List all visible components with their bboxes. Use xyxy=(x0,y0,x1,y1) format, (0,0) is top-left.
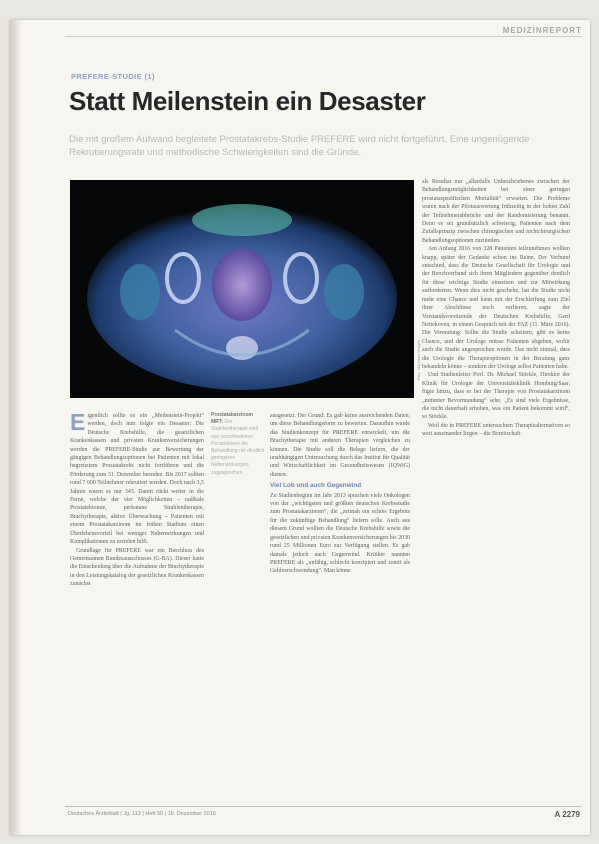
photo-credit: Foto: Mauritius images xyxy=(416,340,421,381)
article-kicker: PREFERE-STUDIE (1) xyxy=(71,72,155,81)
page-number: A 2279 xyxy=(554,810,580,819)
col3-paragraph-3: Und Studienleiter Prof. Dr. Michael Stöckle, Direktor der Klinik für Urologie der Universitätsklinik Homburg/Saar, fügte hinzu, dass er bei der Therapie von Prostatakarzinom „mitunter Bevormundung“ sehe. „Es sind viele Ergebnisse, die nicht dauerhaft erhoben, was ein Patient bekommt wird“, so Stöckle. xyxy=(422,372,570,421)
column-2 xyxy=(270,412,410,787)
caption-text: Der Strahlentherapie wird aus verschiedenen Perspektiven die Behandlung mit deutlich geringeren Nebenwirkungen zugesprochen. xyxy=(211,419,265,476)
page-shadow xyxy=(10,20,22,835)
column-1 xyxy=(70,412,204,787)
col3-paragraph-4: Weil die in PREFERE untersuchten Therapiealternativen so weit auseinander liegen – die Bereitschaft xyxy=(422,422,570,438)
col2-subhead: Viel Lob und auch Gegenwind xyxy=(270,482,362,490)
drop-cap: E xyxy=(70,412,86,435)
footer-citation: Deutsches Ärzteblatt | Jg. 113 | Heft 50 | 16. Dezember 2016 xyxy=(68,811,216,817)
col1-paragraph-2: Grundlage für PREFERE war ein Beschluss des Gemeinsamen Bundesausschusses (G-BA). Dieser hatte die Entscheidung über die Aufnahme der Brachytherapie in den Leistungskatalog der gesetzlichen Krankenkassen zunächst xyxy=(70,547,204,588)
article-lede: Die mit großem Aufwand begleitete Prostatakrebs-Studie PREFERE wird nicht fortgeführt. Eine ungenügende Rekrutierungsrate und methodische Schwierigkeiten sind die Gründe. xyxy=(69,134,530,158)
photo-caption xyxy=(211,412,265,477)
col3-paragraph-2: Am Anfang 2016 von 328 Patienten teilzunehmen wollten knapp, später der Gedanke schon ins Reine. Der Verbund entschied, dass die Deutsche Gesellschaft für Urologie und der Berufsverband sich ihren Mitgliedern gegenüber deutlich für diese wichtige Studie einsetzen und zur Mitwirkung aufforderten. Wenn dies nicht geschehe, hat die Studie nicht mehr eine Chance und kann mit der Erschleifung zum Ziel ihrer Abschlüsse noch verlieren, sagte der Vorstandsvorsitzende der Deutschen Krebshilfe, Gerd Nettekoven, in einem Gespräch mit der FAZ (11. März 2016). Die Vermutung: Sollte die Studie scheitern, gibt es keine Chance, und der Urologe müsse Patienten abgeben, wofür auch die Studie angesprochen wurde. Das nicht einmal, dass die Urologie die Therapieoptionen in der Beratung ganz behandeln könne – sondern der Urologe selbst Patienten habe. xyxy=(422,246,570,370)
footer-rule xyxy=(65,806,582,807)
top-rule xyxy=(65,36,582,37)
article-page xyxy=(10,20,590,835)
col3-paragraph-1: als Resultat nur „allenfalls Unbeschriebenes zwischen der Behandlungsmöglichkeiten bei einer geringen prostataspezifischen Mortalität“ erwarten. Die Probleme waren nach der Pilotauswertung frühzeitig in der hohen Zahl der Teilnehmerabbrüche und der Randomisierung benannt. Denn es sei grundsätzlich schwierig, Patienten nach dem Zufallsprinzip zwischen chirurgischen und nichtchirurgischen Behandlungsoptionen zuzuteilen. xyxy=(422,179,570,244)
col2-paragraph-2: Zu Studienbeginn im Jahr 2013 sprachen viele Onkologen von der „wichtigsten und größten deutschen Krebsstudie zum Prostatakarzinom“, die „zeitnah ein echtes Ergebnis für die zukünftige Behandlung“ liefern solle. Auch aus diesem Grund wollten die Deutsche Krebshilfe sowie die gesetzlichen und privaten Krankenversicherungen bis 2030 rund 25 Millionen Euro zur Verfügung stellen. Es gab damals jedoch auch Gegenwind. Kritiker nannten PREFERE als „unfähig, schlecht konzipiert und somit als Geldverschwendung“. Man könne xyxy=(270,492,410,575)
column-3 xyxy=(422,178,570,788)
col1-paragraph-1: igentlich sollte es ein „Meilenstein-Projekt“ werden, doch nun folgte ein Desaster: Die Deutsche Krebshilfe, die gesetzlichen Krankenkassen und privaten Krankenversicherungen werden die PREFERE-Studie zur Bewertung der gängigen Behandlungsoptionen bei Patienten mit lokal begrenztem Prostatakrebs nicht fortführen und die Förderung zum 31. Dezember beenden. Bis 2017 sollten rund 7 600 Teilnehmer rekrutiert werden. Doch nach 3,5 Jahren waren es nur 343. Damit rückt weiter in die Ferne, welche der vier Möglichkeiten – radikale Prostatektomie, perkutane Strahlentherapie, Brachytherapie, aktive Überwachung – Patienten mit einem Prostatakarzinom im frühen Stadium einen Überlebensvorteil bei weniger Nebenwirkungen und Komplikationen zu erzielen hilft. xyxy=(70,413,204,546)
col2-paragraph-1: ausgesetzt. Der Grund: Es gab keine ausreichenden Daten, um diese Behandlungsform zu bewerten. Daraufhin wurde das Studienkonzept für PREFERE entwickelt, um die Brachytherapie mit anderen Therapien vergleichen zu können. Die Studie soll die Belege liefern, die der unabhängigen Untersuchung durch das Institut für Qualität und Wirtschaftlichkeit im Gesundheitswesen (IQWiG) dienen. xyxy=(270,413,410,478)
caption-label: Prostatakarzinom MRT: xyxy=(211,412,253,426)
article-title: Statt Meilenstein ein Desaster xyxy=(69,86,426,116)
mri-photo xyxy=(70,180,414,398)
section-tag: MEDIZINREPORT xyxy=(502,26,582,35)
pelvis-mri-image xyxy=(70,180,414,398)
